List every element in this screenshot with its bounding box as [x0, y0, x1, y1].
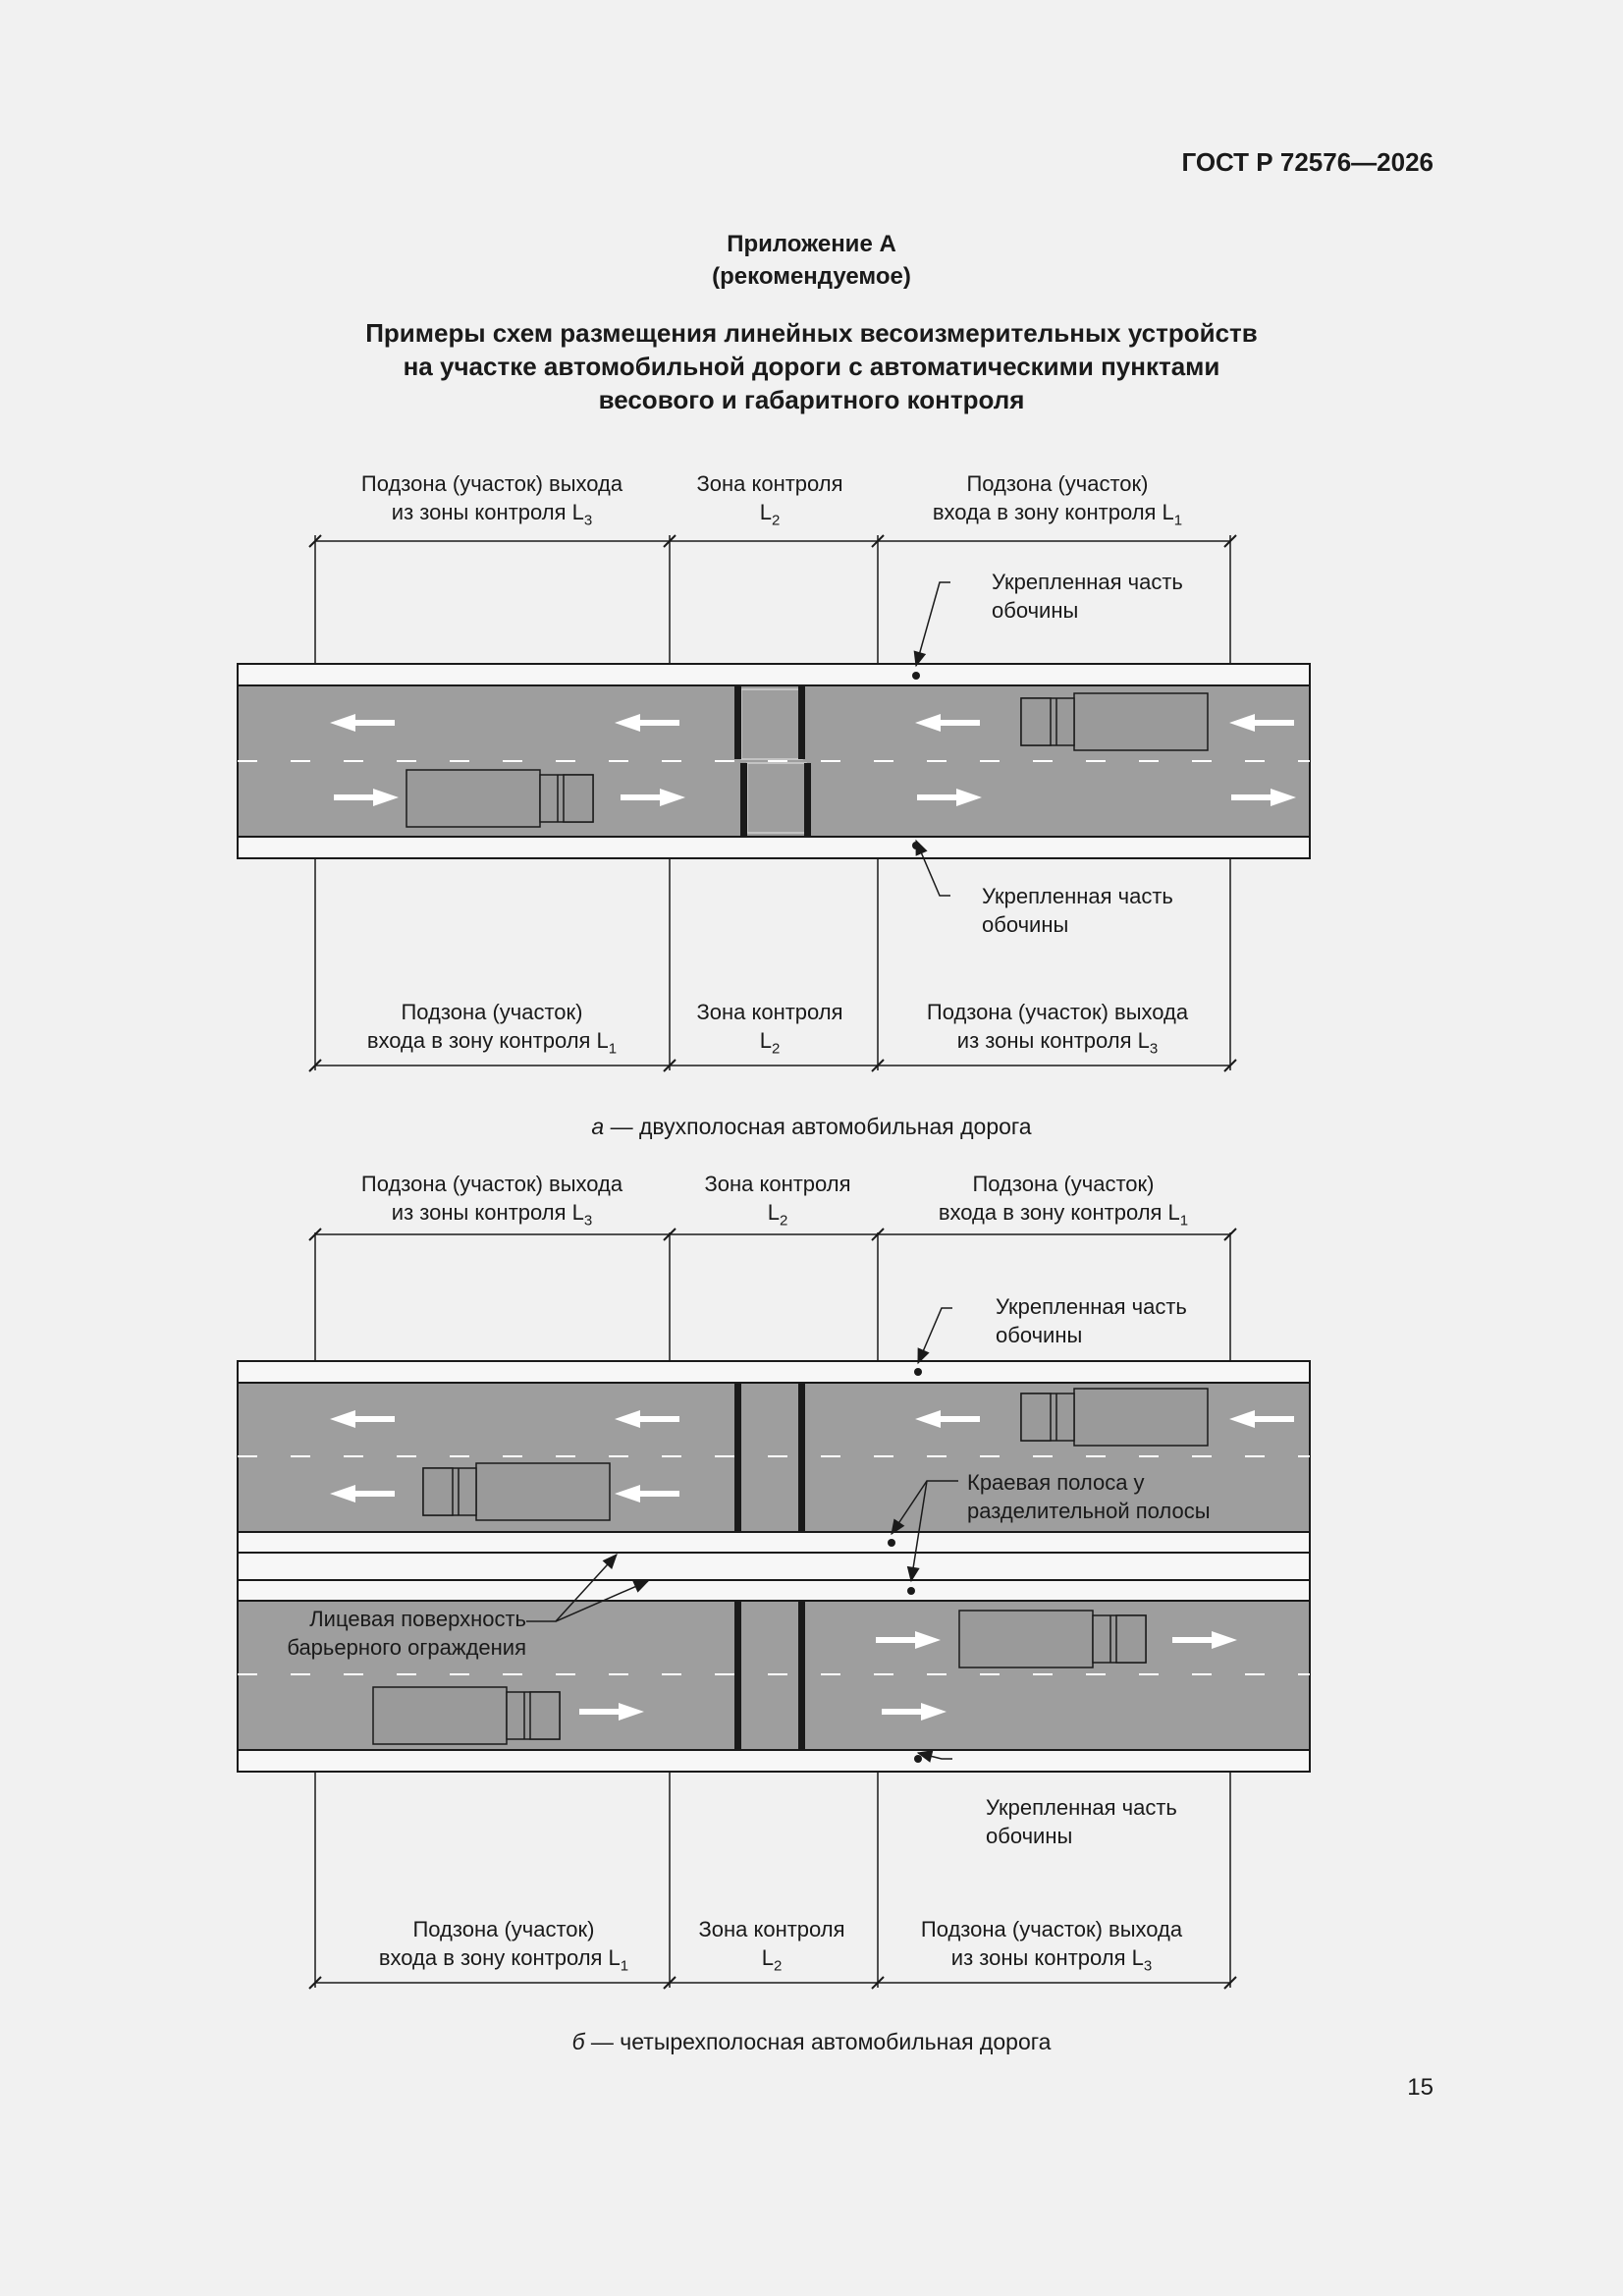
figure-b-road — [238, 1308, 1310, 1772]
fig-b-caption: б — четырехполосная автомобильная дорога — [571, 2029, 1052, 2054]
fig-b-shoulder-top-label: Укрепленная часть обочины — [996, 1294, 1187, 1347]
fig-b-top-entry-label: Подзона (участок) входа в зону контроля $L_1$ — [938, 1172, 1189, 1230]
fig-b-top-control-label: Зона контроля $L_2$ — [704, 1172, 851, 1230]
fig-a-top-control-label: Зона контроля $L_2$ — [696, 471, 843, 529]
fig-a-caption: а — двухполосная автомобильная дорога — [591, 1114, 1032, 1139]
fig-b-bottom-exit-label: Подзона (участок) выхода из зоны контроля $L_3$ — [920, 1917, 1183, 1975]
fig-a-bottom-entry-label: Подзона (участок) входа в зону контроля $L_1$ — [366, 1000, 618, 1058]
fig-a-shoulder-top-label: Укрепленная часть обочины — [992, 570, 1183, 623]
fig-b-shoulder-bottom-label: Укрепленная часть обочины — [986, 1795, 1177, 1848]
truck-icon — [1021, 693, 1208, 750]
fig-b-top-exit-label: Подзона (участок) выхода из зоны контроля $L_3$ — [360, 1172, 623, 1230]
figure-a-road — [238, 582, 1310, 896]
standard-number: ГОСТ Р 72576—2026 — [1181, 147, 1434, 177]
page-title — [0, 316, 1623, 416]
appendix-heading — [0, 228, 1623, 293]
fig-a-top-exit-label: Подзона (участок) выхода из зоны контроля $L_3$ — [360, 471, 623, 529]
appendix-line-2: (рекомендуемое) — [712, 263, 911, 290]
truck-icon — [423, 1463, 610, 1520]
fig-a-top-entry-label: Подзона (участок) входа в зону контроля $L_1$ — [932, 471, 1183, 529]
fig-a-bottom-control-label: Зона контроля $L_2$ — [696, 1000, 843, 1058]
page-number: 15 — [1407, 2074, 1434, 2101]
appendix-line-1: Приложение А — [727, 231, 896, 257]
truck-icon — [406, 770, 593, 827]
fig-b-barrier-label: Лицевая поверхность барьерного ограждения — [287, 1607, 526, 1660]
truck-icon — [959, 1611, 1146, 1667]
title-line-3: весового и габаритного контроля — [598, 385, 1025, 414]
truck-icon — [1021, 1389, 1208, 1446]
fig-b-bottom-control-label: Зона контроля $L_2$ — [698, 1917, 845, 1975]
fig-a-bottom-exit-label: Подзона (участок) выхода из зоны контроля $L_3$ — [926, 1000, 1189, 1058]
fig-b-edge-strip-label: Краевая полоса у разделительной полосы — [967, 1470, 1211, 1523]
fig-a-shoulder-bottom-label: Укрепленная часть обочины — [982, 884, 1173, 937]
title-line-1: Примеры схем размещения линейных весоизмерительных устройств — [365, 318, 1258, 348]
truck-icon — [373, 1687, 560, 1744]
fig-b-bottom-entry-label: Подзона (участок) входа в зону контроля $L_1$ — [378, 1917, 629, 1975]
title-line-2: на участке автомобильной дороги с автоматическими пунктами — [403, 352, 1220, 381]
